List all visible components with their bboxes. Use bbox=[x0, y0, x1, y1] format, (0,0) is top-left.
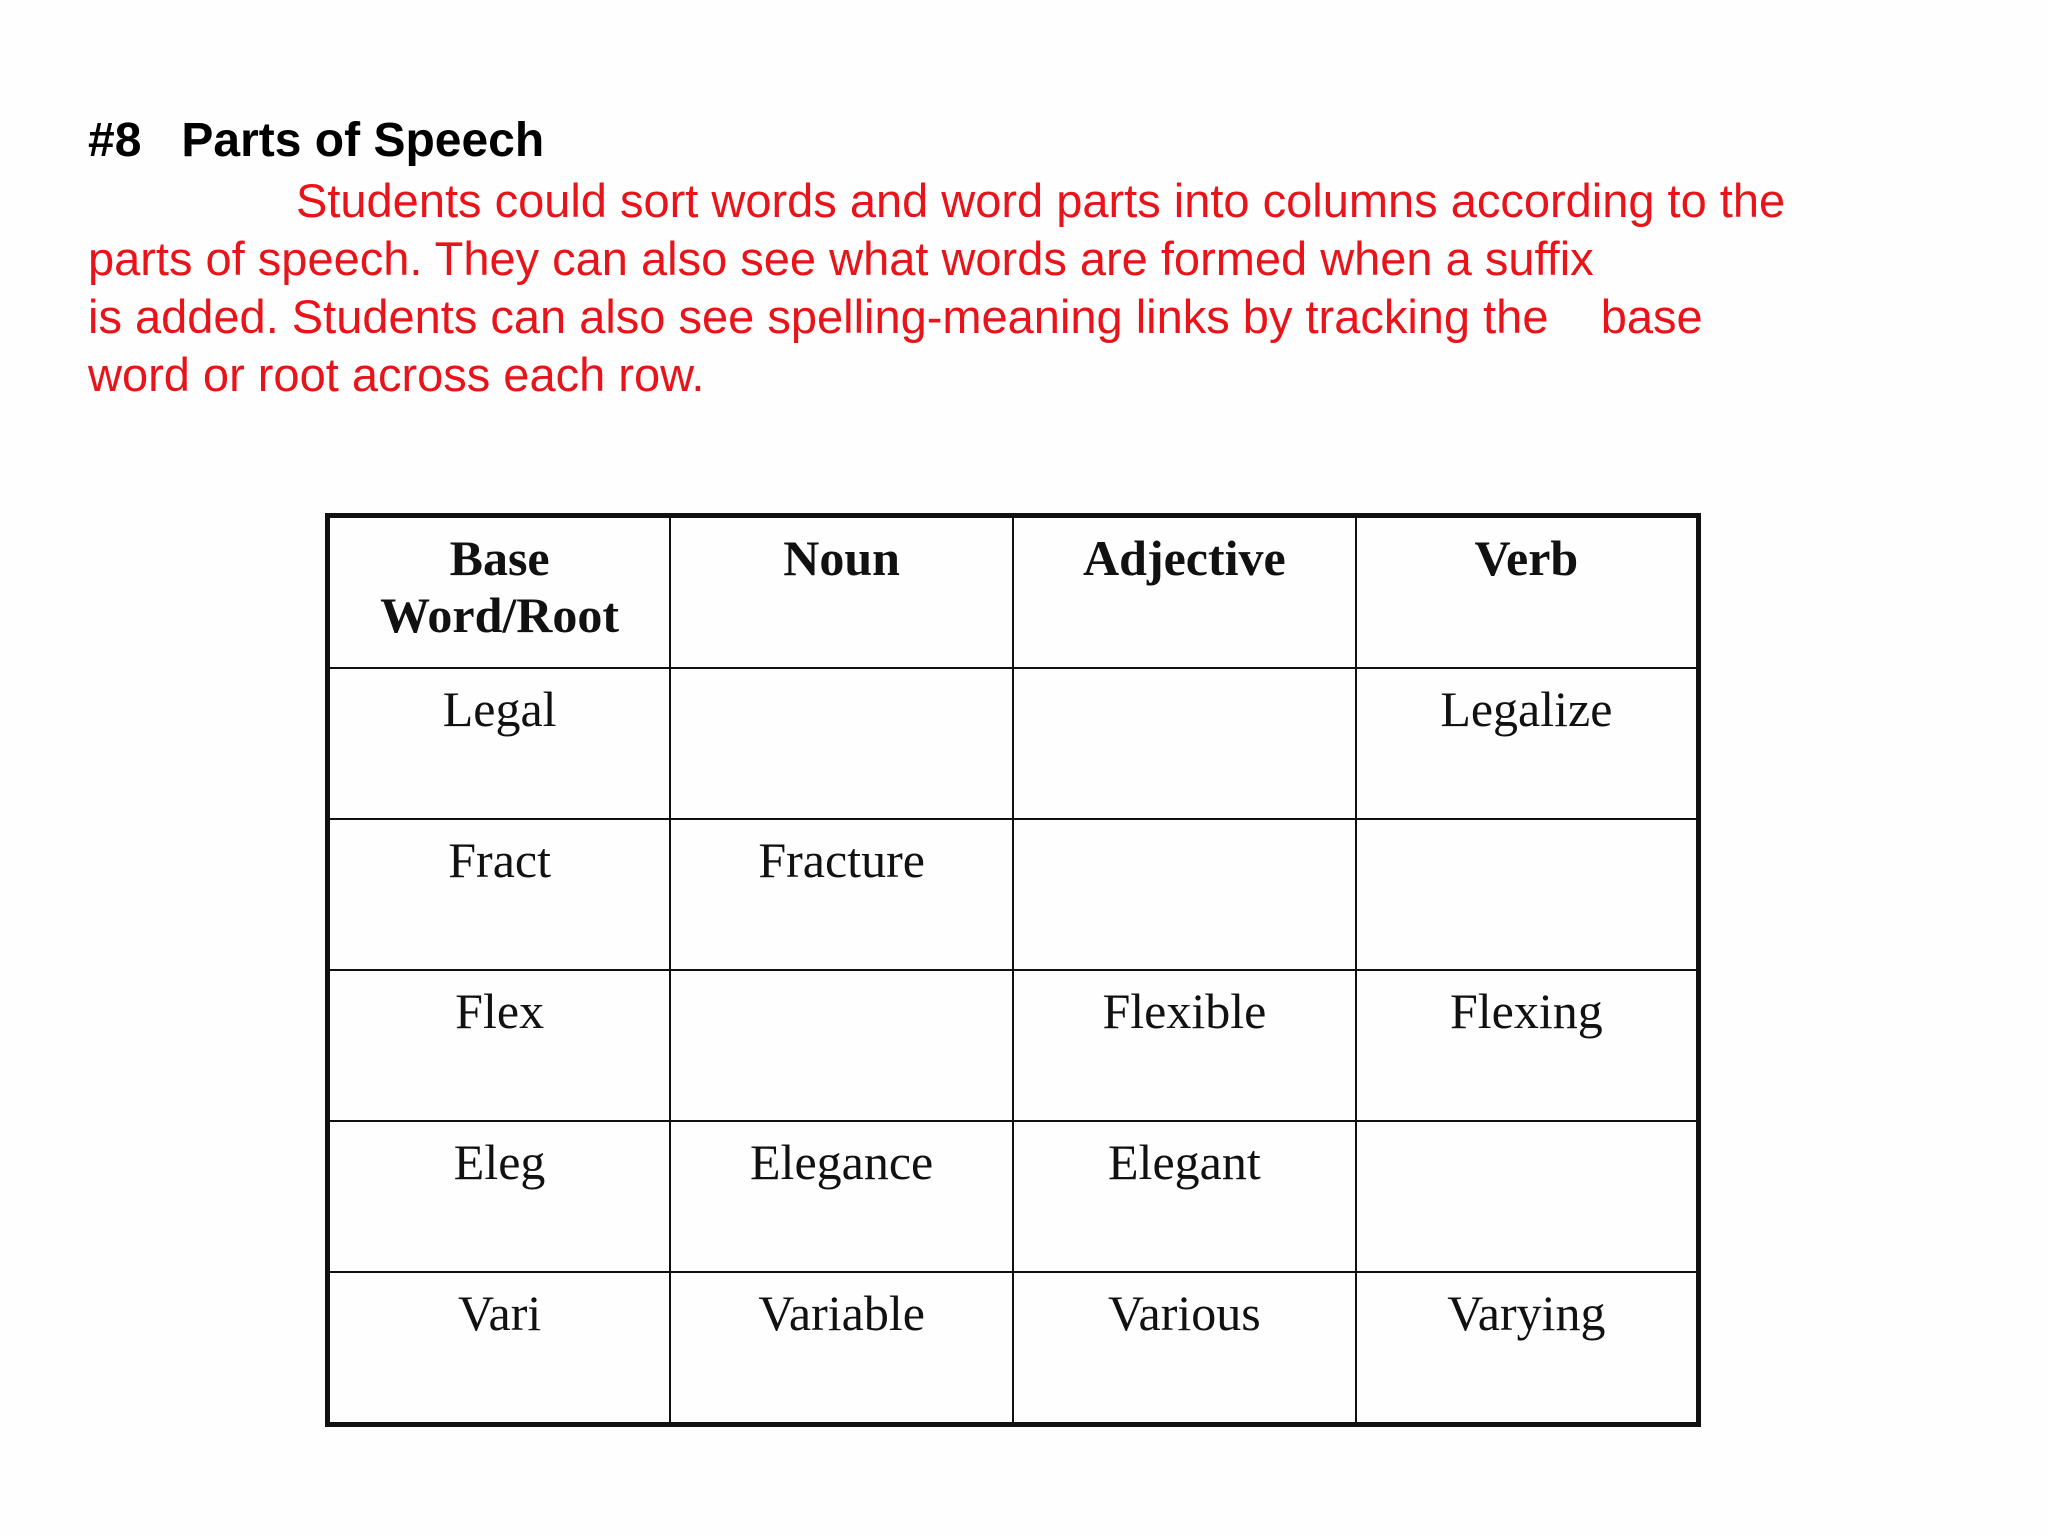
cell-adjective: Flexible bbox=[1013, 970, 1356, 1121]
description-line: word or root across each row. bbox=[88, 348, 705, 401]
cell-noun: Fracture bbox=[670, 819, 1013, 970]
header-base-word-root: Base Word/Root bbox=[328, 516, 671, 669]
description-line: is added. Students can also see spelling-meaning links by tracking the base bbox=[88, 290, 1703, 343]
page-title: #8 Parts of Speech bbox=[88, 114, 545, 167]
cell-noun bbox=[670, 668, 1013, 819]
cell-adjective: Various bbox=[1013, 1272, 1356, 1425]
cell-noun: Variable bbox=[670, 1272, 1013, 1425]
cell-adjective bbox=[1013, 668, 1356, 819]
cell-base: Eleg bbox=[328, 1121, 671, 1272]
table-row bbox=[328, 970, 1699, 1121]
table-row bbox=[328, 819, 1699, 970]
header-noun: Noun bbox=[670, 516, 1013, 669]
cell-noun bbox=[670, 970, 1013, 1121]
cell-verb bbox=[1356, 819, 1699, 970]
description-paragraph bbox=[88, 172, 1988, 404]
cell-base: Vari bbox=[328, 1272, 671, 1425]
header-adjective: Adjective bbox=[1013, 516, 1356, 669]
cell-adjective: Elegant bbox=[1013, 1121, 1356, 1272]
cell-verb: Legalize bbox=[1356, 668, 1699, 819]
table-row bbox=[328, 1272, 1699, 1425]
cell-base: Flex bbox=[328, 970, 671, 1121]
parts-of-speech-table bbox=[325, 513, 1701, 1427]
cell-noun: Elegance bbox=[670, 1121, 1013, 1272]
cell-verb: Flexing bbox=[1356, 970, 1699, 1121]
cell-adjective bbox=[1013, 819, 1356, 970]
table-row bbox=[328, 1121, 1699, 1272]
header-verb: Verb bbox=[1356, 516, 1699, 669]
cell-verb: Varying bbox=[1356, 1272, 1699, 1425]
description-line: parts of speech. They can also see what words are formed when a suffix bbox=[88, 232, 1594, 285]
table-header-row bbox=[328, 516, 1699, 669]
cell-base: Fract bbox=[328, 819, 671, 970]
description-line: Students could sort words and word parts into columns according to the bbox=[296, 174, 1786, 227]
cell-verb bbox=[1356, 1121, 1699, 1272]
table-row bbox=[328, 668, 1699, 819]
cell-base: Legal bbox=[328, 668, 671, 819]
